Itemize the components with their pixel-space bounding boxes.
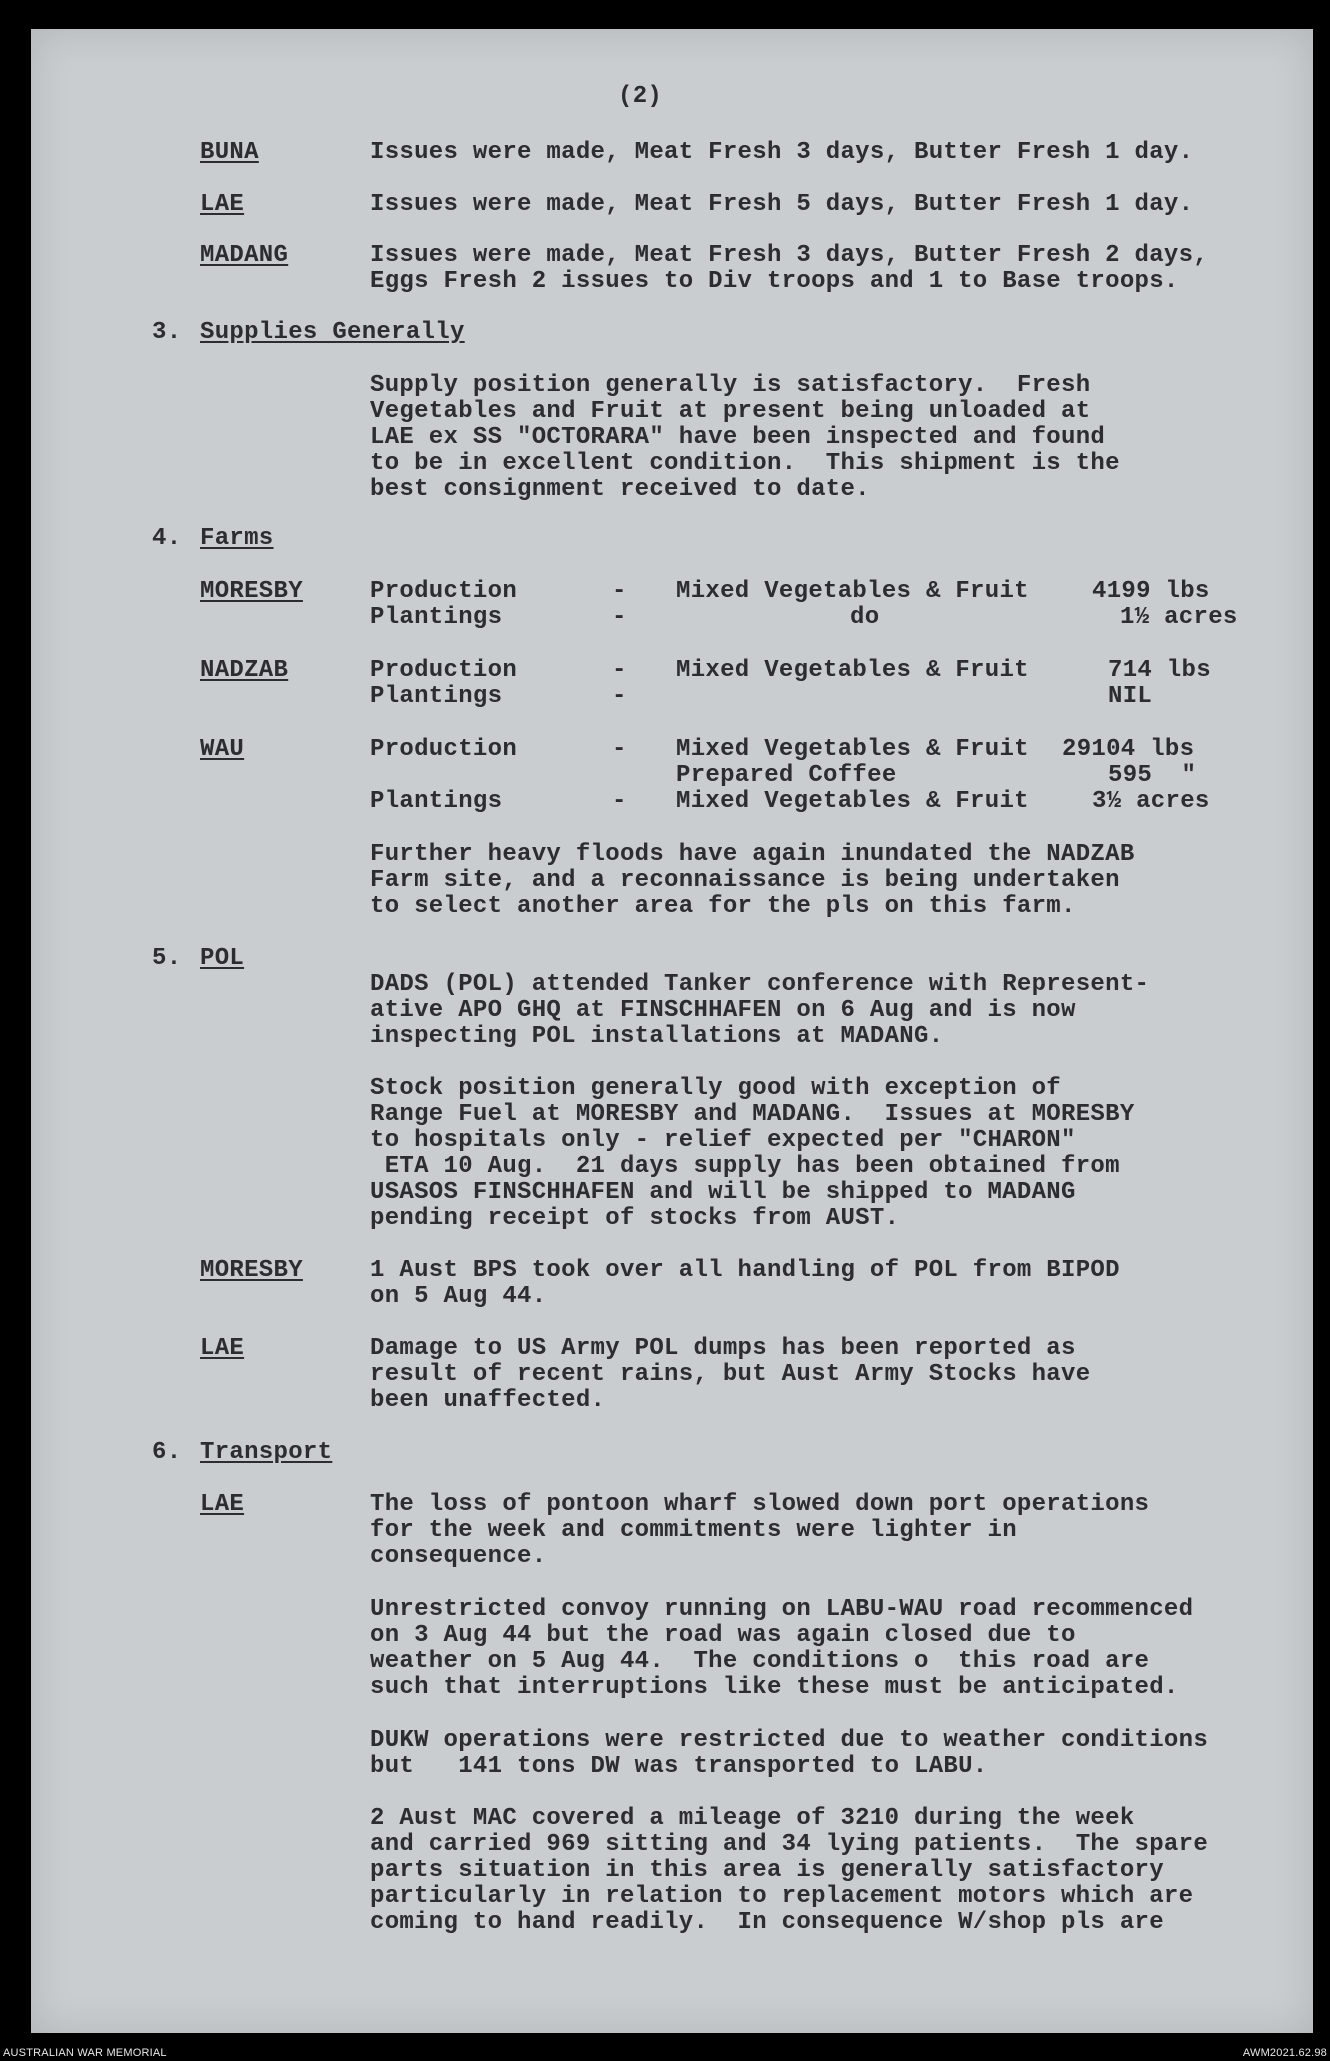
farm-row-qty: 714 lbs xyxy=(1108,657,1211,684)
issue-place-madang: MADANG xyxy=(200,242,289,269)
issue-text-madang: Issues were made, Meat Fresh 3 days, Butter Fresh 2 days, Eggs Fresh 2 issues to Div troops and 1 to Base troops. xyxy=(370,242,1209,295)
section-3-number: 3. xyxy=(152,319,182,346)
footer-archive-label: AUSTRALIAN WAR MEMORIAL xyxy=(3,2047,167,2059)
pol-place-moresby: MORESBY xyxy=(200,1257,303,1284)
farm-row-item: Mixed Vegetables & Fruit xyxy=(676,657,1029,684)
farm-row-dash: - xyxy=(612,657,627,684)
farm-row-label: Plantings xyxy=(370,683,503,710)
farm-row-dash: - xyxy=(612,736,627,763)
farm-place-nadzab: NADZAB xyxy=(200,657,289,684)
transport-para-4: 2 Aust MAC covered a mileage of 3210 during the week and carried 969 sitting and 34 lying patients. The spare parts situation in this area is generally satisfactory particularly in relation to replacement motors which are coming to hand readily. In consequence W/shop pls are xyxy=(370,1805,1209,1936)
farm-place-moresby: MORESBY xyxy=(200,578,303,605)
section-6-heading: Transport xyxy=(200,1439,333,1466)
section-5-heading: POL xyxy=(200,945,245,972)
farm-row-label: Production xyxy=(370,736,518,763)
farm-row-item: Mixed Vegetables & Fruit xyxy=(676,736,1029,763)
section-6-number: 6. xyxy=(152,1439,182,1466)
section-5-para-2: Stock position generally good with exception of Range Fuel at MORESBY and MADANG. Issues at MORESBY to hospitals only - relief expected per "CHARON" ETA 10 Aug. 21 days supply has been obtained from USASOS FINSCHHAFEN and will be shipped to MADANG pending receipt of stocks from AUST. xyxy=(370,1075,1135,1232)
issue-place-buna: BUNA xyxy=(200,139,259,166)
issue-text-lae: Issues were made, Meat Fresh 5 days, Butter Fresh 1 day. xyxy=(370,191,1194,218)
farm-row-qty: 3½ acres xyxy=(1092,788,1210,815)
farms-note: Further heavy floods have again inundated the NADZAB Farm site, and a reconnaissance is being undertaken to select another area for the pls on this farm. xyxy=(370,841,1135,920)
transport-para-3: DUKW operations were restricted due to weather conditions but 141 tons DW was transported to LABU. xyxy=(370,1727,1209,1780)
farm-row-label: Plantings xyxy=(370,788,503,815)
pol-moresby-text: 1 Aust BPS took over all handling of POL from BIPOD on 5 Aug 44. xyxy=(370,1257,1120,1310)
section-5-para-1: DADS (POL) attended Tanker conference with Represent- ative APO GHQ at FINSCHHAFEN on 6 Aug and is now inspecting POL installations at MADANG. xyxy=(370,971,1150,1050)
farm-row-dash: - xyxy=(612,683,627,710)
pol-place-lae: LAE xyxy=(200,1335,245,1362)
section-4-number: 4. xyxy=(152,525,182,552)
farm-row-item: do xyxy=(850,604,880,631)
farm-row-qty: 29104 lbs xyxy=(1062,736,1195,763)
footer-reference: AWM2021.62.98 xyxy=(1242,2047,1327,2059)
farm-row-qty: 1½ acres xyxy=(1120,604,1238,631)
farm-row-label: Plantings xyxy=(370,604,503,631)
transport-place-lae: LAE xyxy=(200,1491,245,1518)
farm-row-dash: - xyxy=(612,604,627,631)
farm-row-qty: NIL xyxy=(1108,683,1153,710)
transport-para-2: Unrestricted convoy running on LABU-WAU road recommenced on 3 Aug 44 but the road was again closed due to weather on 5 Aug 44. The conditions o this road are such that interruptions like these must be anticipated. xyxy=(370,1596,1194,1701)
section-4-heading: Farms xyxy=(200,525,274,552)
page-number: (2) xyxy=(618,83,663,110)
farm-row-item: Prepared Coffee xyxy=(676,762,897,789)
issue-text-buna: Issues were made, Meat Fresh 3 days, Butter Fresh 1 day. xyxy=(370,139,1194,166)
section-3-heading: Supplies Generally xyxy=(200,319,465,346)
section-3-text: Supply position generally is satisfactory. Fresh Vegetables and Fruit at present being unloaded at LAE ex SS "OCTORARA" have been inspected and found to be in excellent condition. This shipment is the best consignment received to date. xyxy=(370,372,1120,503)
farm-row-item: Mixed Vegetables & Fruit xyxy=(676,788,1029,815)
pol-lae-text: Damage to US Army POL dumps has been reported as result of recent rains, but Aust Army Stocks have been unaffected. xyxy=(370,1335,1091,1414)
transport-para-1: The loss of pontoon wharf slowed down port operations for the week and commitments were lighter in consequence. xyxy=(370,1491,1150,1570)
farm-row-qty: 595 " xyxy=(1108,762,1197,789)
farm-row-label: Production xyxy=(370,578,518,605)
farm-row-dash: - xyxy=(612,788,627,815)
farm-row-item: Mixed Vegetables & Fruit xyxy=(676,578,1029,605)
farm-row-qty: 4199 lbs xyxy=(1092,578,1210,605)
section-5-number: 5. xyxy=(152,945,182,972)
issue-place-lae: LAE xyxy=(200,191,245,218)
farm-row-dash: - xyxy=(612,578,627,605)
farm-row-label: Production xyxy=(370,657,518,684)
farm-place-wau: WAU xyxy=(200,736,245,763)
